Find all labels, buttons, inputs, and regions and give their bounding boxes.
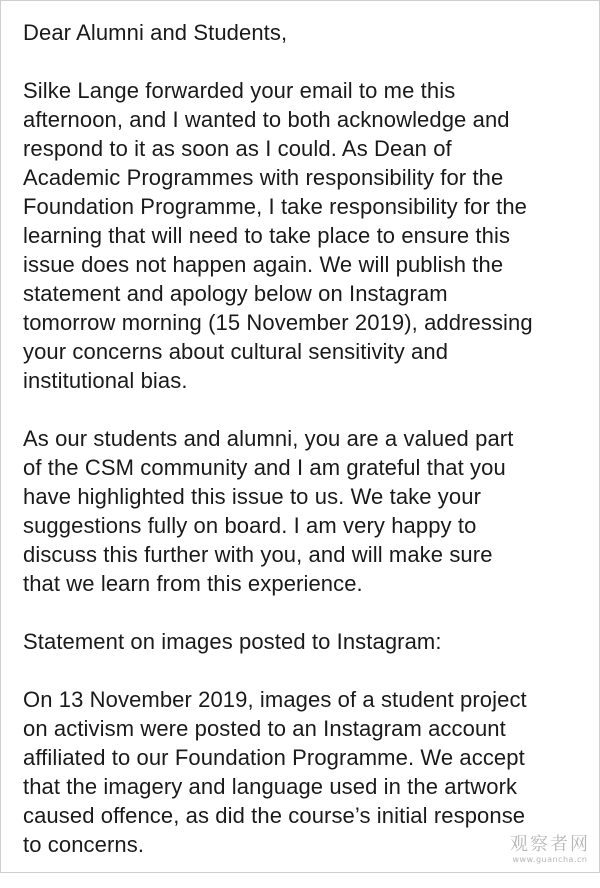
watermark-url: www.guancha.cn bbox=[512, 855, 588, 864]
watermark-name: 观察者网 bbox=[510, 834, 590, 855]
text-line: of the CSM community and I am grateful that you bbox=[23, 455, 506, 480]
text-line: caused offence, as did the course’s initial response bbox=[23, 803, 526, 828]
text-line: tomorrow morning (15 November 2019), addressing bbox=[23, 310, 533, 335]
text-line: institutional bias. bbox=[23, 368, 188, 393]
greeting: Dear Alumni and Students, bbox=[23, 20, 288, 45]
text-line: respond to it as soon as I could. As Dean of bbox=[23, 136, 452, 161]
text-line: learning that will need to take place to ensure this bbox=[23, 223, 511, 248]
statement-heading bbox=[23, 627, 583, 656]
text-line: affiliated to our Foundation Programme. We accept bbox=[23, 745, 525, 770]
letter-body bbox=[23, 18, 583, 888]
text-line: have highlighted this issue to us. We take your bbox=[23, 484, 481, 509]
text-line: that we learn from this experience. bbox=[23, 571, 363, 596]
text-line: issue does not happen again. We will publish the bbox=[23, 252, 504, 277]
text-line: statement and apology below on Instagram bbox=[23, 281, 448, 306]
text-line: Academic Programmes with responsibility for the bbox=[23, 165, 504, 190]
text-line: on activism were posted to an Instagram account bbox=[23, 716, 506, 741]
paragraph-acknowledgement bbox=[23, 76, 583, 395]
text-line: to concerns. bbox=[23, 832, 145, 857]
text-line: discuss this further with you, and will make sure bbox=[23, 542, 493, 567]
paragraph-community bbox=[23, 424, 583, 598]
text-line: Silke Lange forwarded your email to me this bbox=[23, 78, 456, 103]
text-line: your concerns about cultural sensitivity and bbox=[23, 339, 449, 364]
text-line: Foundation Programme, I take responsibility for the bbox=[23, 194, 528, 219]
paragraph-statement bbox=[23, 685, 583, 859]
text-line: Statement on images posted to Instagram: bbox=[23, 629, 442, 654]
text-line: that the imagery and language used in the artwork bbox=[23, 774, 518, 799]
text-line: afternoon, and I wanted to both acknowledge and bbox=[23, 107, 510, 132]
text-line: On 13 November 2019, images of a student project bbox=[23, 687, 527, 712]
watermark-logo bbox=[508, 835, 592, 865]
text-line: suggestions fully on board. I am very happy to bbox=[23, 513, 477, 538]
text-line: As our students and alumni, you are a valued part bbox=[23, 426, 514, 451]
